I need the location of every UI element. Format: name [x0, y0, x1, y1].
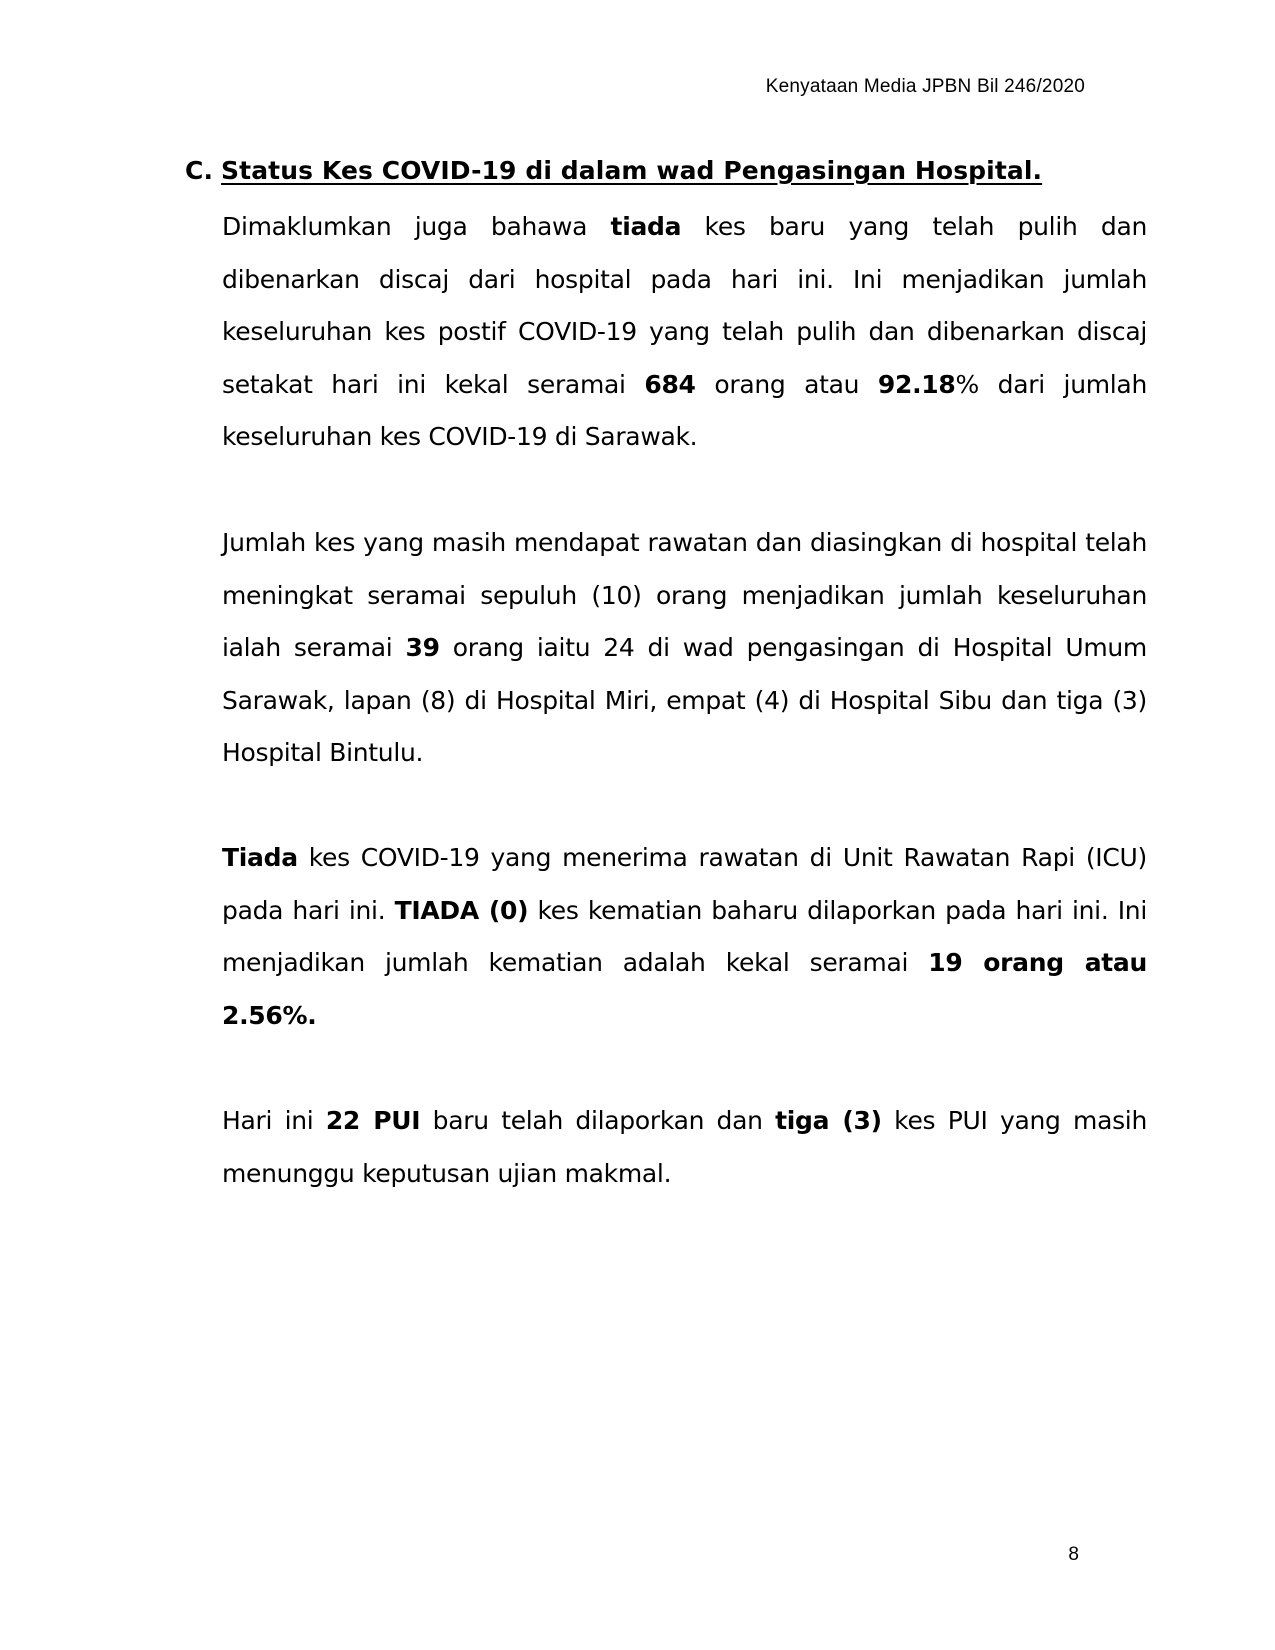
section-heading — [185, 156, 1042, 185]
paragraph-text: orang atau — [695, 369, 878, 399]
paragraph-text: kes kematian baharu dilaporkan pada hari ini. Ini menjadikan jumlah kematian adalah kekal seramai — [222, 895, 1147, 977]
bold-value: tiga (3) — [775, 1106, 882, 1135]
bold-value: 22 PUI — [325, 1106, 421, 1135]
bold-value: TIADA (0) — [394, 895, 529, 925]
bold-value: 19 orang atau 2.56%. — [222, 948, 1147, 1030]
bold-value: Tiada — [222, 843, 298, 872]
bold-value: tiada — [610, 212, 682, 241]
paragraph-hospitalised-cases — [222, 517, 1147, 780]
paragraph-pui — [222, 1095, 1147, 1200]
paragraph-text: Dimaklumkan juga bahawa — [222, 212, 611, 241]
section-label: C. — [185, 156, 214, 185]
section-title: Status Kes COVID-19 di dalam wad Pengasingan Hospital. — [221, 156, 1043, 185]
paragraph-text: baru telah dilaporkan dan — [420, 1106, 776, 1135]
paragraph-text: Hari ini — [222, 1106, 326, 1135]
paragraph-text: kes COVID-19 yang menerima rawatan di Unit Rawatan Rapi (ICU) pada hari ini. — [222, 843, 1147, 925]
page-number: 8 — [1068, 1544, 1079, 1565]
paragraph-recovered-cases — [222, 201, 1147, 464]
document-reference: Kenyataan Media JPBN Bil 246/2020 — [765, 76, 1085, 97]
paragraph-text: kes baru yang telah pulih dan dibenarkan discaj dari hospital pada hari ini. Ini menjadikan jumlah keseluruhan kes postif COVID-19 yang telah pulih dan dibenarkan discaj setakat hari ini kekal seramai — [222, 212, 1148, 399]
paragraph-icu-deaths — [222, 832, 1147, 1042]
paragraph-text: % dari jumlah keseluruhan kes COVID-19 di Sarawak. — [222, 369, 1147, 451]
bold-value: 684 — [644, 369, 696, 399]
bold-value: 92.18 — [877, 369, 956, 399]
paragraph-text: orang iaitu 24 di wad pengasingan di Hospital Umum Sarawak, lapan (8) di Hospital Miri, empat (4) di Hospital Sibu dan tiga (3) Hospital Bintulu. — [222, 633, 1147, 767]
paragraph-text: kes PUI yang masih menunggu keputusan ujian makmal. — [222, 1106, 1147, 1188]
bold-value: 39 — [405, 633, 440, 662]
paragraph-text: Jumlah kes yang masih mendapat rawatan dan diasingkan di hospital telah meningkat seramai sepuluh (10) orang menjadikan jumlah keseluruhan ialah seramai — [222, 528, 1147, 662]
